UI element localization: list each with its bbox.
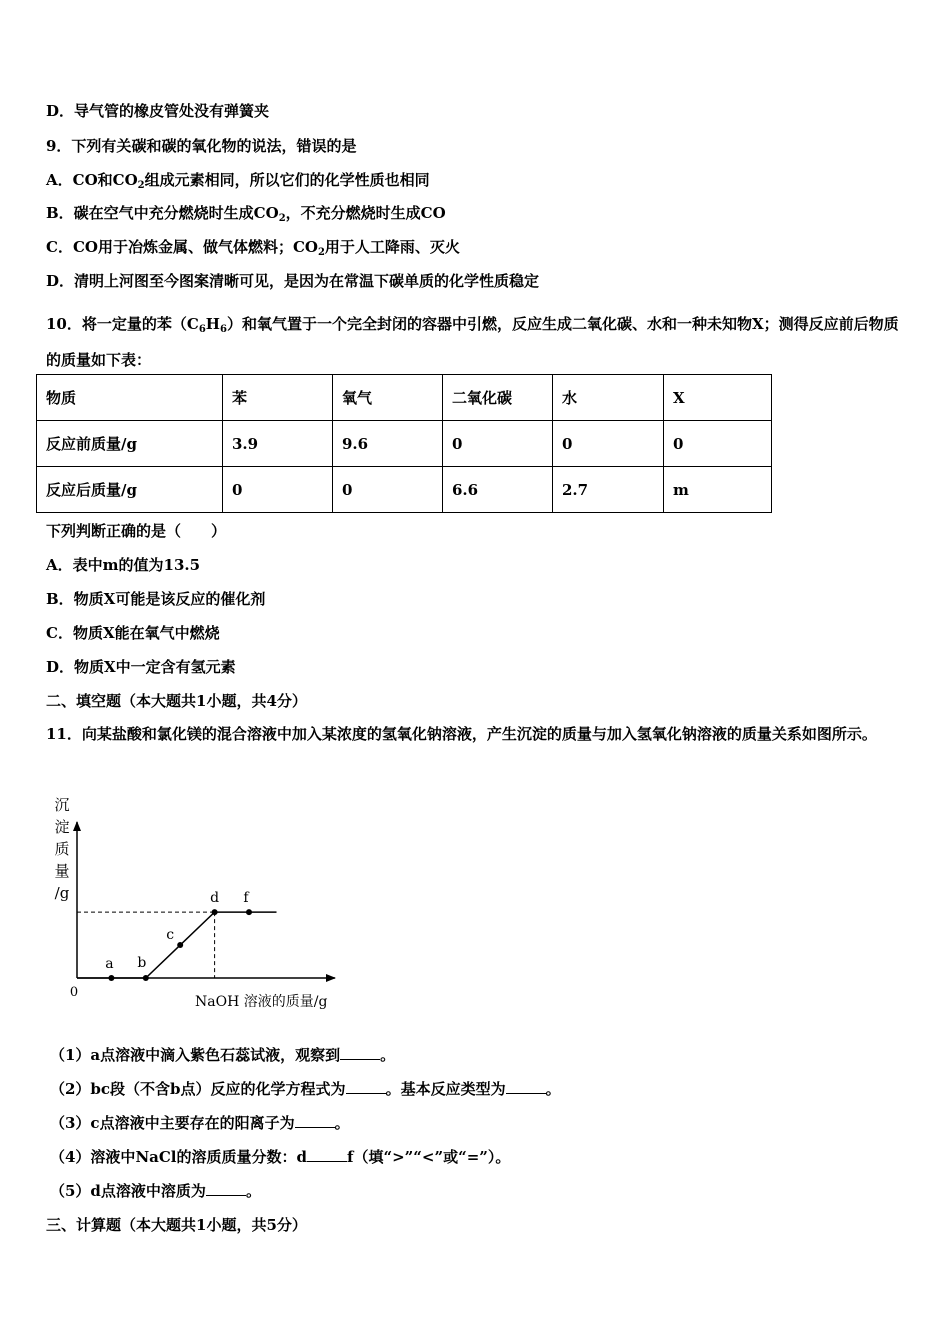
table-cell: m — [664, 467, 772, 513]
q9-stem: 9．下列有关碳和碳的氧化物的说法，错误的是 — [46, 137, 357, 155]
table-header-cell: 物质 — [37, 375, 223, 421]
data-point-label: b — [137, 955, 147, 971]
table-cell: 0 — [333, 467, 443, 513]
q10-option-b: B．物质X可能是该反应的催化剂 — [46, 590, 266, 608]
data-point-a — [108, 975, 114, 981]
origin-label: 0 — [69, 985, 79, 1000]
q10-option-a: A．表中m的值为13.5 — [46, 556, 201, 574]
precipitate-chart — [40, 790, 360, 1020]
answer-blank[interactable] — [307, 1147, 347, 1162]
y-axis-label-char: 质 — [54, 840, 70, 858]
table-cell: 0 — [443, 421, 553, 467]
table-row — [37, 467, 772, 513]
table-header-cell: 苯 — [223, 375, 333, 421]
q11-part-1: （1）a点溶液中滴入紫色石蕊试液，观察到 。 — [50, 1046, 396, 1064]
data-point-f — [246, 909, 252, 915]
q11-stem: 11．向某盐酸和氯化镁的混合溶液中加入某浓度的氢氧化钠溶液，产生沉淀的质量与加入氢氧化钠溶液的质量关系如图所示。 — [46, 725, 877, 743]
table-header-row — [37, 375, 772, 421]
y-axis-label-char: 沉 — [54, 796, 70, 814]
data-series — [77, 890, 277, 981]
table-header-cell: X — [664, 375, 772, 421]
q11-part-2: （2）bc段（不含b点）反应的化学方程式为 。基本反应类型为 。 — [50, 1080, 561, 1098]
section-2-heading: 二、填空题（本大题共1小题，共4分） — [46, 692, 307, 710]
data-point-d — [212, 909, 218, 915]
table-cell: 0 — [553, 421, 664, 467]
q11-part-3: （3）c点溶液中主要存在的阳离子为 。 — [50, 1114, 350, 1132]
data-point-c — [177, 942, 183, 948]
table-header-cell: 水 — [553, 375, 664, 421]
q11-part-4: （4）溶液中NaCl的溶质质量分数：d f（填“>”“<”或“=”）。 — [50, 1148, 511, 1166]
data-point-label: a — [105, 956, 114, 972]
answer-blank[interactable] — [346, 1079, 386, 1094]
table-cell: 0 — [664, 421, 772, 467]
q9-option-d: D．清明上河图至今图案清晰可见，是因为在常温下碳单质的化学性质稳定 — [46, 272, 540, 290]
q9-option-c: C．CO用于冶炼金属、做气体燃料；$CO_2$用于人工降雨、灭火 — [46, 238, 460, 258]
q11-part-5: （5）d点溶液中溶质为 。 — [50, 1182, 261, 1200]
table-cell: 9.6 — [333, 421, 443, 467]
table-cell: 3.9 — [223, 421, 333, 467]
q10-stem: 10．将一定量的苯$(C_6H_6)$和氧气置于一个完全封闭的容器中引燃，反应生成二氧化碳、水和一种未知物X；测得反应前后物质的质量如下表： — [46, 315, 899, 369]
answer-blank[interactable] — [295, 1113, 335, 1128]
table-cell: 反应后质量/g — [37, 467, 223, 513]
table-row — [37, 421, 772, 467]
answer-blank[interactable] — [506, 1079, 546, 1094]
data-point-b — [143, 975, 149, 981]
q10-option-d: D．物质X中一定含有氢元素 — [46, 658, 236, 676]
table-cell: 6.6 — [443, 467, 553, 513]
q10-option-c: C．物质X能在氧气中燃烧 — [46, 624, 220, 642]
y-axis-label-char: /g — [54, 884, 70, 902]
q10-question: 下列判断正确的是（ ） — [46, 522, 227, 540]
data-point-label: d — [210, 890, 220, 907]
table-cell: 0 — [223, 467, 333, 513]
table-header-cell: 氧气 — [333, 375, 443, 421]
y-axis-label-char: 淀 — [54, 818, 70, 836]
mass-table — [36, 374, 772, 513]
q9-option-b: B．碳在空气中充分燃烧时生成$CO_2$，不充分燃烧时生成CO — [46, 204, 446, 224]
x-axis-label: NaOH 溶液的质量/g — [195, 994, 328, 1010]
data-point-label: c — [166, 927, 175, 944]
answer-blank[interactable] — [206, 1181, 246, 1196]
table-header-cell: 二氧化碳 — [443, 375, 553, 421]
table-cell: 反应前质量/g — [37, 421, 223, 467]
y-axis-label-char: 量 — [54, 862, 70, 880]
q8-option-d: D．导气管的橡皮管处没有弹簧夹 — [46, 102, 270, 120]
table-cell: 2.7 — [553, 467, 664, 513]
section-3-heading: 三、计算题（本大题共1小题，共5分） — [46, 1216, 307, 1234]
answer-blank[interactable] — [340, 1045, 380, 1060]
data-point-label: f — [243, 890, 249, 907]
q9-option-a: A．CO和$CO_2$组成元素相同，所以它们的化学性质也相同 — [46, 171, 430, 191]
y-axis-label — [54, 796, 69, 902]
